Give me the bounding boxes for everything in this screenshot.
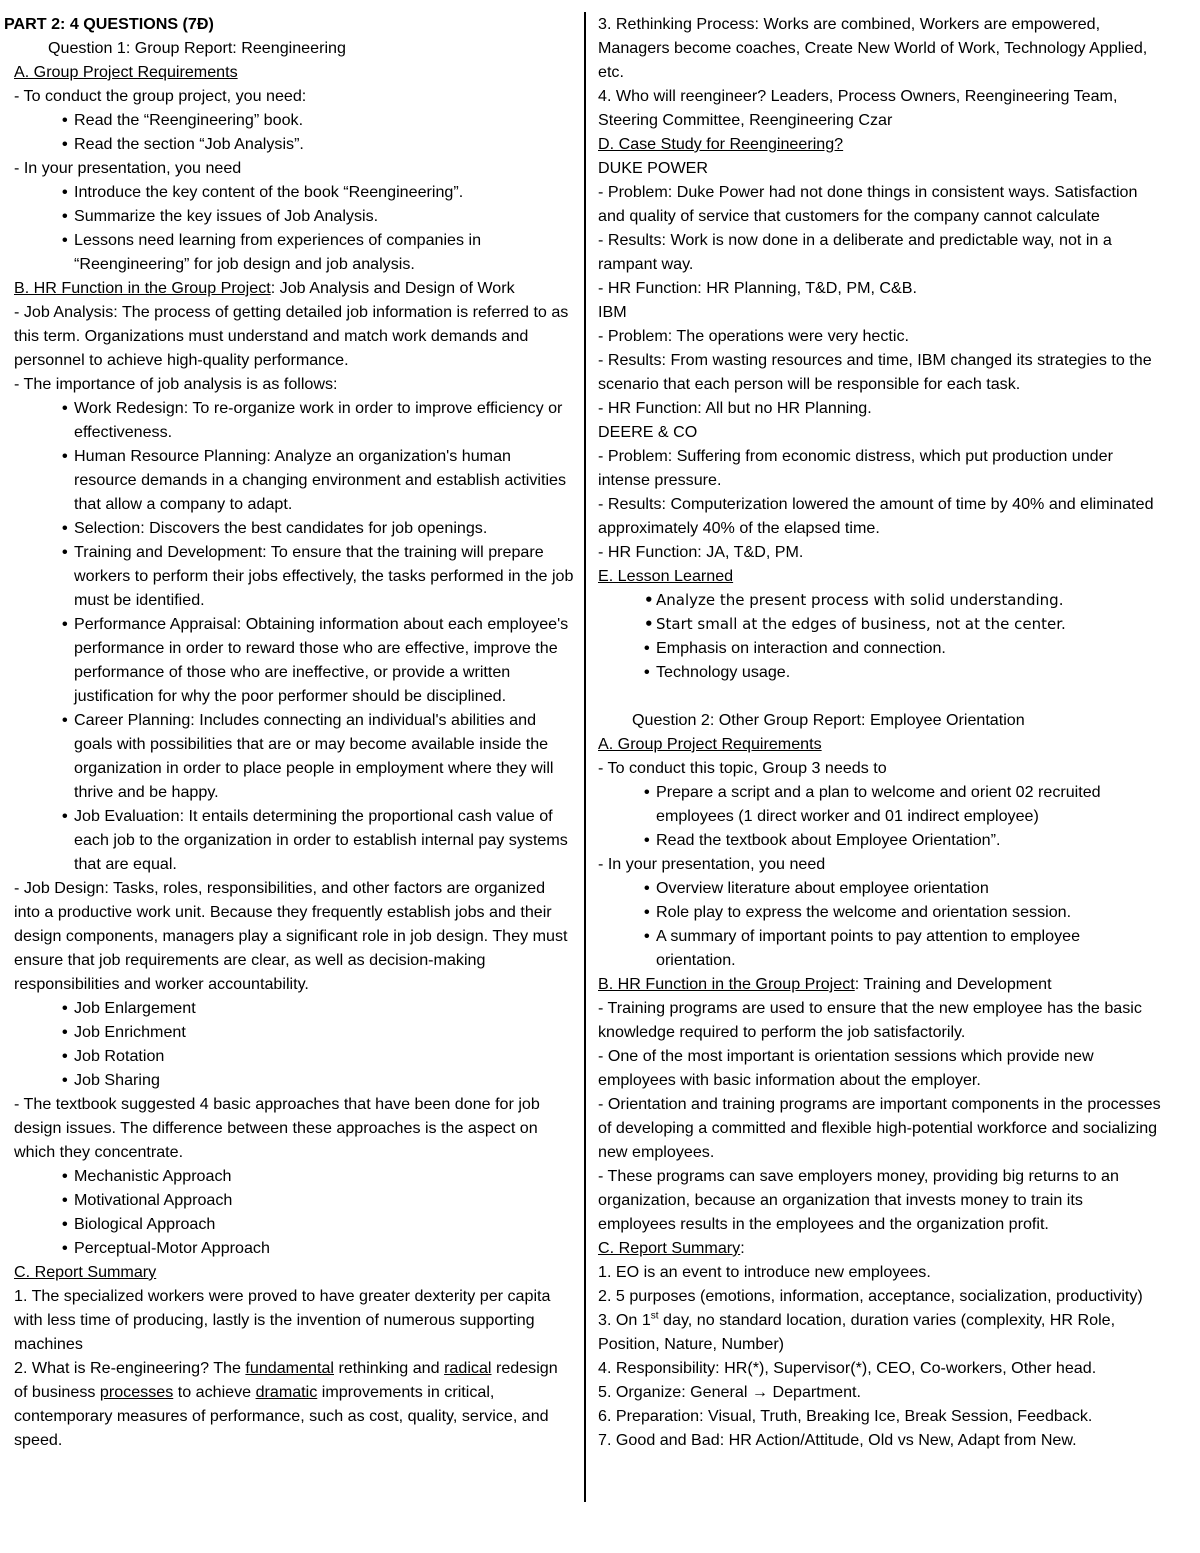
list-item: • Motivational Approach <box>14 1188 574 1212</box>
list-item: • Work Redesign: To re-organize work in order to improve efficiency or effectiveness. <box>14 396 574 444</box>
list-item: • Selection: Discovers the best candidates for job openings. <box>14 516 574 540</box>
q2-section-c-heading-rest: : <box>740 1239 745 1257</box>
q2-b-line: - These programs can save employers money, providing big returns to an organization, because an organization that invests money to train its employees results in the employees and the organization profit. <box>598 1167 1119 1233</box>
list-item: • Role play to express the welcome and orientation session. <box>598 900 1164 924</box>
case-line: - Problem: Duke Power had not done things in consistent ways. Satisfaction and quality of service that customers for the company cannot calculate <box>598 183 1138 225</box>
list-item: • Lessons need learning from experiences of companies in “Reengineering” for job design and job analysis. <box>14 228 574 276</box>
list-item: • Prepare a script and a plan to welcome and orient 02 recruited employees (1 direct worker and 01 indirect employee) <box>598 780 1164 828</box>
q2-b-line: - Orientation and training programs are important components in the processes of developing a committed and flexible high-potential workforce and socializing new employees. <box>598 1095 1161 1161</box>
list-item: • A summary of important points to pay attention to employee orientation. <box>598 924 1164 972</box>
part-title: PART 2: 4 QUESTIONS (7Đ) <box>4 15 214 33</box>
q2-b-line: - Training programs are used to ensure that the new employee has the basic knowledge required to perform the job satisfactorily. <box>598 999 1142 1041</box>
list-item: • Training and Development: To ensure that the training will prepare workers to perform their jobs effectively, the tasks performed in the job must be identified. <box>14 540 574 612</box>
q1-job-analysis-paragraph: - Job Analysis: The process of getting detailed job information is referred to as this term. Organizations must understand and match work demands and personnel to achieve high-quality performance. <box>14 303 569 369</box>
case-name-deere: DEERE & CO <box>598 423 698 441</box>
q2-section-b-heading-line <box>598 972 1164 996</box>
q2-a-intro2: - In your presentation, you need <box>598 855 826 873</box>
list-item: • Career Planning: Includes connecting an individual's abilities and goals with possibilities that are or may become available inside the organization in order to place people in employment where they will thrive and be happy. <box>14 708 574 804</box>
q2-summary-2: 2. 5 purposes (emotions, information, acceptance, socialization, productivity) <box>598 1287 1143 1305</box>
text-run: 5. Organize: General <box>598 1383 752 1401</box>
q1-section-c-heading: C. Report Summary <box>14 1263 157 1281</box>
q1-section-b-heading-rest: : Job Analysis and Design of Work <box>270 279 515 297</box>
list-item: • Job Enrichment <box>14 1020 574 1044</box>
q1-section-b-heading: B. HR Function in the Group Project <box>14 279 271 297</box>
text-run: redesign of business <box>14 1359 558 1401</box>
case-line: - Results: Work is now done in a deliberate and predictable way, not in a rampant way. <box>598 231 1112 273</box>
case-name-duke-power: DUKE POWER <box>598 159 708 177</box>
list-item: • Read the textbook about Employee Orientation”. <box>598 828 1164 852</box>
q1-section-b-heading-line <box>14 276 574 300</box>
q1-importance-intro: - The importance of job analysis is as follows: <box>14 375 338 393</box>
q1-a-list <box>14 108 574 156</box>
q1-summary-2 <box>14 1356 574 1452</box>
q1-approaches-paragraph: - The textbook suggested 4 basic approaches that have been done for job design issues. The difference between these approaches is the aspect on which they concentrate. <box>14 1095 540 1161</box>
q2-summary-1: 1. EO is an event to introduce new employees. <box>598 1263 931 1281</box>
q1-job-design-paragraph: - Job Design: Tasks, roles, responsibilities, and other factors are organized into a productive work unit. Because they frequently establish jobs and their design components, managers play a significant role in job design. They must ensure that job requirements are clear, as well as decision-making responsibilities and worker accountability. <box>14 879 568 993</box>
text-run: rethinking and <box>334 1359 445 1377</box>
case-line: - Problem: The operations were very hectic. <box>598 327 909 345</box>
underlined-term: processes <box>99 1383 174 1401</box>
list-item: • Read the “Reengineering” book. <box>14 108 574 132</box>
list-item: • Biological Approach <box>14 1212 574 1236</box>
q2-summary-6: 6. Preparation: Visual, Truth, Breaking Ice, Break Session, Feedback. <box>598 1407 1093 1425</box>
q1-job-design-list <box>14 996 574 1092</box>
list-item: • Summarize the key issues of Job Analysis. <box>14 204 574 228</box>
text-run: day, no standard location, duration varies (complexity, HR Role, Position, Nature, Number) <box>598 1311 1116 1353</box>
list-item: • Performance Appraisal: Obtaining information about each employee's performance in order to reward those who are effective, improve the performance of those who are ineffective, or provide a written justification for why the poor performer should be disciplined. <box>14 612 574 708</box>
q1-approaches-list <box>14 1164 574 1260</box>
underlined-term: dramatic <box>255 1383 318 1401</box>
q2-b-line: - One of the most important is orientation sessions which provide new employees with basic information about the employer. <box>598 1047 1094 1089</box>
underlined-term: radical <box>444 1359 492 1377</box>
q1-lessons-list <box>598 588 1164 684</box>
q1-section-d-heading: D. Case Study for Reengineering? <box>598 135 844 153</box>
q1-section-a-heading: A. Group Project Requirements <box>14 63 238 81</box>
q1-summary-3: 3. Rethinking Process: Works are combined, Workers are empowered, Managers become coaches, Create New World of Work, Technology Applied, etc. <box>598 15 1148 81</box>
q2-section-b-heading-rest: : Training and Development <box>854 975 1052 993</box>
case-line: - HR Function: HR Planning, T&D, PM, C&B. <box>598 279 917 297</box>
underlined-term: fundamental <box>245 1359 334 1377</box>
list-item: • Job Rotation <box>14 1044 574 1068</box>
list-item: • Job Sharing <box>14 1068 574 1092</box>
q1-importance-list <box>14 396 574 876</box>
case-line: - Results: Computerization lowered the amount of time by 40% and eliminated approximately 40% of the elapsed time. <box>598 495 1154 537</box>
q2-summary-4: 4. Responsibility: HR(*), Supervisor(*), CEO, Co-workers, Other head. <box>598 1359 1097 1377</box>
q2-a-intro: - To conduct this topic, Group 3 needs to <box>598 759 887 777</box>
q2-a-list2 <box>598 876 1164 972</box>
left-column <box>4 12 574 1452</box>
text-run: 2. What is Re-engineering? The <box>14 1359 246 1377</box>
q1-summary-1: 1. The specialized workers were proved to have greater dexterity per capita with less time of producing, lastly is the invention of numerous supporting machines <box>14 1287 551 1353</box>
q2-section-a-heading: A. Group Project Requirements <box>598 735 822 753</box>
list-item: • Job Evaluation: It entails determining the proportional cash value of each job to the organization in order to establish internal pay systems that are equal. <box>14 804 574 876</box>
q2-section-c-heading: C. Report Summary <box>598 1239 741 1257</box>
column-divider <box>584 12 586 1502</box>
text-run: to achieve <box>173 1383 256 1401</box>
list-item: • Emphasis on interaction and connection. <box>598 636 1164 660</box>
q2-section-b-heading: B. HR Function in the Group Project <box>598 975 855 993</box>
q2-title: Question 2: Other Group Report: Employee Orientation <box>632 711 1025 729</box>
superscript: st <box>650 1310 659 1322</box>
text-run: 3. On 1 <box>598 1311 651 1329</box>
list-item: • Introduce the key content of the book “Reengineering”. <box>14 180 574 204</box>
q1-title: Question 1: Group Report: Reengineering <box>48 39 346 57</box>
case-line: - Problem: Suffering from economic distress, which put production under intense pressure. <box>598 447 1113 489</box>
spacer <box>598 684 1164 708</box>
list-item: • Perceptual-Motor Approach <box>14 1236 574 1260</box>
list-item: • Job Enlargement <box>14 996 574 1020</box>
q1-a-intro2: - In your presentation, you need <box>14 159 242 177</box>
q1-a-list2 <box>14 180 574 276</box>
case-line: - HR Function: All but no HR Planning. <box>598 399 872 417</box>
right-column <box>598 12 1164 1452</box>
list-item: • Analyze the present process with solid understanding. <box>598 588 1164 612</box>
text-run: improvements in critical, contemporary measures of performance, such as cost, quality, service, and speed. <box>14 1383 549 1449</box>
list-item: • Overview literature about employee orientation <box>598 876 1164 900</box>
q1-a-intro: - To conduct the group project, you need: <box>14 87 307 105</box>
q2-summary-5 <box>598 1380 1164 1404</box>
q2-a-list <box>598 780 1164 852</box>
case-line: - HR Function: JA, T&D, PM. <box>598 543 804 561</box>
list-item: • Technology usage. <box>598 660 1164 684</box>
q2-summary-7: 7. Good and Bad: HR Action/Attitude, Old vs New, Adapt from New. <box>598 1431 1077 1449</box>
q1-section-e-heading: E. Lesson Learned <box>598 567 734 585</box>
case-name-ibm: IBM <box>598 303 627 321</box>
list-item: • Start small at the edges of business, not at the center. <box>598 612 1164 636</box>
list-item: • Mechanistic Approach <box>14 1164 574 1188</box>
list-item: • Read the section “Job Analysis”. <box>14 132 574 156</box>
list-item: • Human Resource Planning: Analyze an organization's human resource demands in a changing environment and establish activities that allow a company to adapt. <box>14 444 574 516</box>
arrow-right-icon: → <box>751 1383 768 1401</box>
case-line: - Results: From wasting resources and time, IBM changed its strategies to the scenario that each person will be responsible for each task. <box>598 351 1152 393</box>
q2-summary-3 <box>598 1308 1164 1356</box>
q2-section-c-heading-line <box>598 1236 1164 1260</box>
text-run: Department. <box>767 1383 861 1401</box>
q1-summary-4: 4. Who will reengineer? Leaders, Process Owners, Reengineering Team, Steering Committee, Reengineering Czar <box>598 87 1118 129</box>
